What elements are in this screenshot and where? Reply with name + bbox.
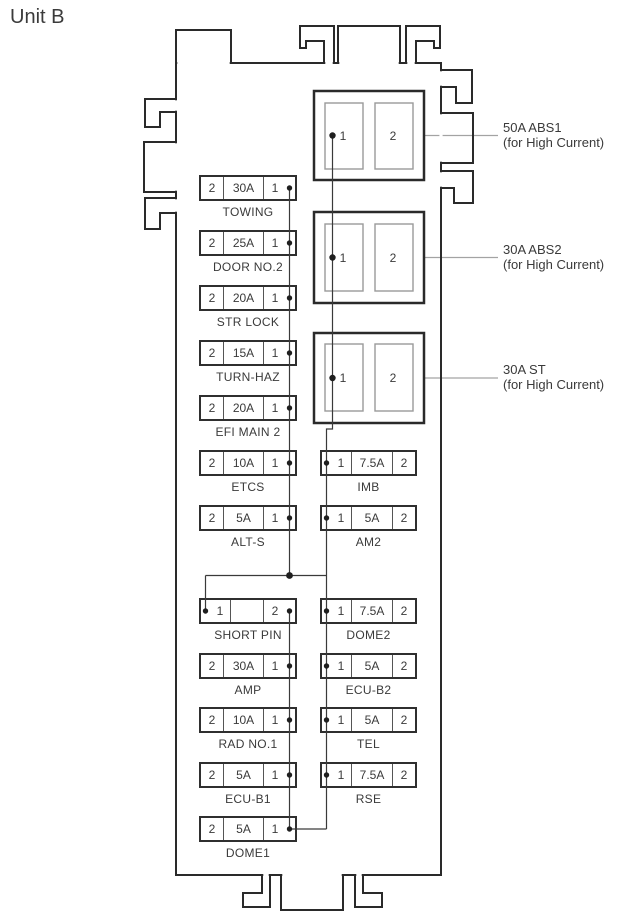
connector-label-abs2 — [503, 242, 604, 272]
fuse-pin-right: 1 — [271, 713, 279, 727]
fuse-am2 — [320, 505, 417, 549]
connector-st-pin2: 2 — [389, 371, 397, 385]
fuse-pin-right: 1 — [271, 511, 279, 525]
fuse-pin-right: 1 — [271, 346, 279, 360]
fuse-label: EFI MAIN 2 — [215, 425, 281, 439]
fuse-amp-rating: 5A — [352, 655, 393, 677]
fuse-amp-rating — [231, 600, 264, 622]
fuse-amp-rating: 5A — [352, 709, 393, 731]
fuse-body — [320, 450, 417, 476]
fuse-alt-s — [199, 505, 297, 549]
connector-abs1-pin1: 1 — [339, 129, 347, 143]
connector-abs2-pin1: 1 — [339, 251, 347, 265]
fuse-amp-rating: 7.5A — [352, 600, 393, 622]
fuse-label: DOME2 — [346, 628, 391, 642]
fuse-label: TOWING — [222, 205, 274, 219]
fuse-pin-right: 1 — [271, 291, 279, 305]
fuse-amp-rating: 20A — [224, 287, 264, 309]
fuse-rse — [320, 762, 417, 806]
fuse-rad-no-1 — [199, 707, 297, 751]
fuse-body — [199, 285, 297, 311]
fuse-tel — [320, 707, 417, 751]
fuse-pin-left: 1 — [322, 709, 352, 731]
fuse-ecu-b1 — [199, 762, 297, 806]
connector-abs1-pin2: 2 — [389, 129, 397, 143]
fuse-label: AMP — [234, 683, 262, 697]
fuse-pin-right: 2 — [400, 659, 408, 673]
fuse-amp-rating: 5A — [224, 818, 264, 840]
fuse-amp-rating: 5A — [224, 507, 264, 529]
connector-abs2-pin2: 2 — [389, 251, 397, 265]
fuse-pin-left: 2 — [201, 452, 224, 474]
fuse-towing — [199, 175, 297, 219]
fuse-label: STR LOCK — [216, 315, 280, 329]
fuse-pin-left: 1 — [322, 452, 352, 474]
fuse-body — [320, 762, 417, 788]
unit-title: Unit B — [10, 6, 65, 28]
fuse-body — [199, 762, 297, 788]
fuse-label: DOME1 — [225, 846, 271, 860]
fuse-label: ALT-S — [231, 535, 265, 549]
fuse-body — [320, 653, 417, 679]
fuse-turn-haz — [199, 340, 297, 384]
fuse-pin-left: 1 — [201, 600, 231, 622]
fuse-amp-rating: 30A — [224, 177, 264, 199]
fuse-body — [320, 598, 417, 624]
fuse-label: ECU-B2 — [345, 683, 392, 697]
fuse-pin-right: 2 — [400, 604, 408, 618]
fuse-pin-left: 2 — [201, 342, 224, 364]
fuse-dome1 — [199, 816, 297, 860]
fuse-short-pin — [199, 598, 297, 642]
connector-st-pin1: 1 — [339, 371, 347, 385]
fuse-amp-rating: 30A — [224, 655, 264, 677]
fuse-label: IMB — [357, 480, 380, 494]
fuse-amp-rating: 10A — [224, 452, 264, 474]
fuse-pin-left: 1 — [322, 764, 352, 786]
fuse-body — [199, 598, 297, 624]
fuse-pin-left: 2 — [201, 818, 224, 840]
fuse-pin-right: 2 — [400, 768, 408, 782]
fuse-body — [199, 816, 297, 842]
fuse-label: RSE — [355, 792, 382, 806]
fuse-pin-right: 2 — [400, 713, 408, 727]
fuse-pin-right: 1 — [271, 456, 279, 470]
fuse-body — [320, 707, 417, 733]
fuse-body — [199, 230, 297, 256]
fuse-imb — [320, 450, 417, 494]
fuse-amp — [199, 653, 297, 697]
fuse-efi-main-2 — [199, 395, 297, 439]
connector-label-abs1 — [503, 120, 604, 150]
fuse-pin-left: 2 — [201, 764, 224, 786]
fuse-body — [320, 505, 417, 531]
fuse-body — [199, 505, 297, 531]
fuse-label: ETCS — [231, 480, 265, 494]
connector-label-abs1-note: (for High Current) — [503, 135, 605, 150]
fuse-body — [199, 175, 297, 201]
fuse-label: DOOR NO.2 — [212, 260, 284, 274]
fuse-pin-right: 1 — [271, 181, 279, 195]
fuse-body — [199, 450, 297, 476]
fuse-amp-rating: 5A — [224, 764, 264, 786]
fuse-amp-rating: 7.5A — [352, 452, 393, 474]
fuse-body — [199, 707, 297, 733]
fuse-pin-left: 1 — [322, 655, 352, 677]
fuse-dome2 — [320, 598, 417, 642]
fuse-body — [199, 340, 297, 366]
fuse-label: TURN-HAZ — [216, 370, 280, 384]
fuse-pin-left: 2 — [201, 397, 224, 419]
fuse-pin-left: 2 — [201, 287, 224, 309]
fuse-body — [199, 395, 297, 421]
connector-label-abs2-note: (for High Current) — [503, 257, 605, 272]
connector-label-abs1-rating: 50A ABS1 — [503, 120, 562, 135]
fuse-amp-rating: 25A — [224, 232, 264, 254]
fuse-pin-left: 1 — [322, 600, 352, 622]
connector-label-abs2-rating: 30A ABS2 — [503, 242, 562, 257]
fuse-pin-right: 1 — [271, 822, 279, 836]
fuse-pin-left: 2 — [201, 709, 224, 731]
fuse-label: SHORT PIN — [214, 628, 282, 642]
fuse-str-lock — [199, 285, 297, 329]
fuse-label: ECU-B1 — [225, 792, 271, 806]
fuse-pin-right: 1 — [271, 768, 279, 782]
fuse-amp-rating: 5A — [352, 507, 393, 529]
fuse-pin-right: 1 — [271, 236, 279, 250]
fuse-pin-left: 2 — [201, 507, 224, 529]
fuse-pin-right: 2 — [400, 456, 408, 470]
fuse-pin-left: 2 — [201, 177, 224, 199]
fuse-pin-right: 2 — [271, 604, 279, 618]
fuse-amp-rating: 20A — [224, 397, 264, 419]
fuse-pin-left: 1 — [322, 507, 352, 529]
fuse-label: TEL — [357, 737, 380, 751]
fuse-amp-rating: 15A — [224, 342, 264, 364]
fuse-amp-rating: 10A — [224, 709, 264, 731]
fuse-ecu-b2 — [320, 653, 417, 697]
fuse-pin-right: 2 — [400, 511, 408, 525]
connector-label-st — [503, 362, 604, 392]
connector-label-st-note: (for High Current) — [503, 377, 605, 392]
fuse-pin-right: 1 — [271, 659, 279, 673]
fuse-label: AM2 — [355, 535, 382, 549]
fuse-amp-rating: 7.5A — [352, 764, 393, 786]
fuse-label: RAD NO.1 — [218, 737, 278, 751]
fuse-body — [199, 653, 297, 679]
fuse-pin-left: 2 — [201, 232, 224, 254]
fuse-etcs — [199, 450, 297, 494]
fuse-pin-right: 1 — [271, 401, 279, 415]
fuse-door-no-2 — [199, 230, 297, 274]
fuse-pin-left: 2 — [201, 655, 224, 677]
connector-label-st-rating: 30A ST — [503, 362, 546, 377]
